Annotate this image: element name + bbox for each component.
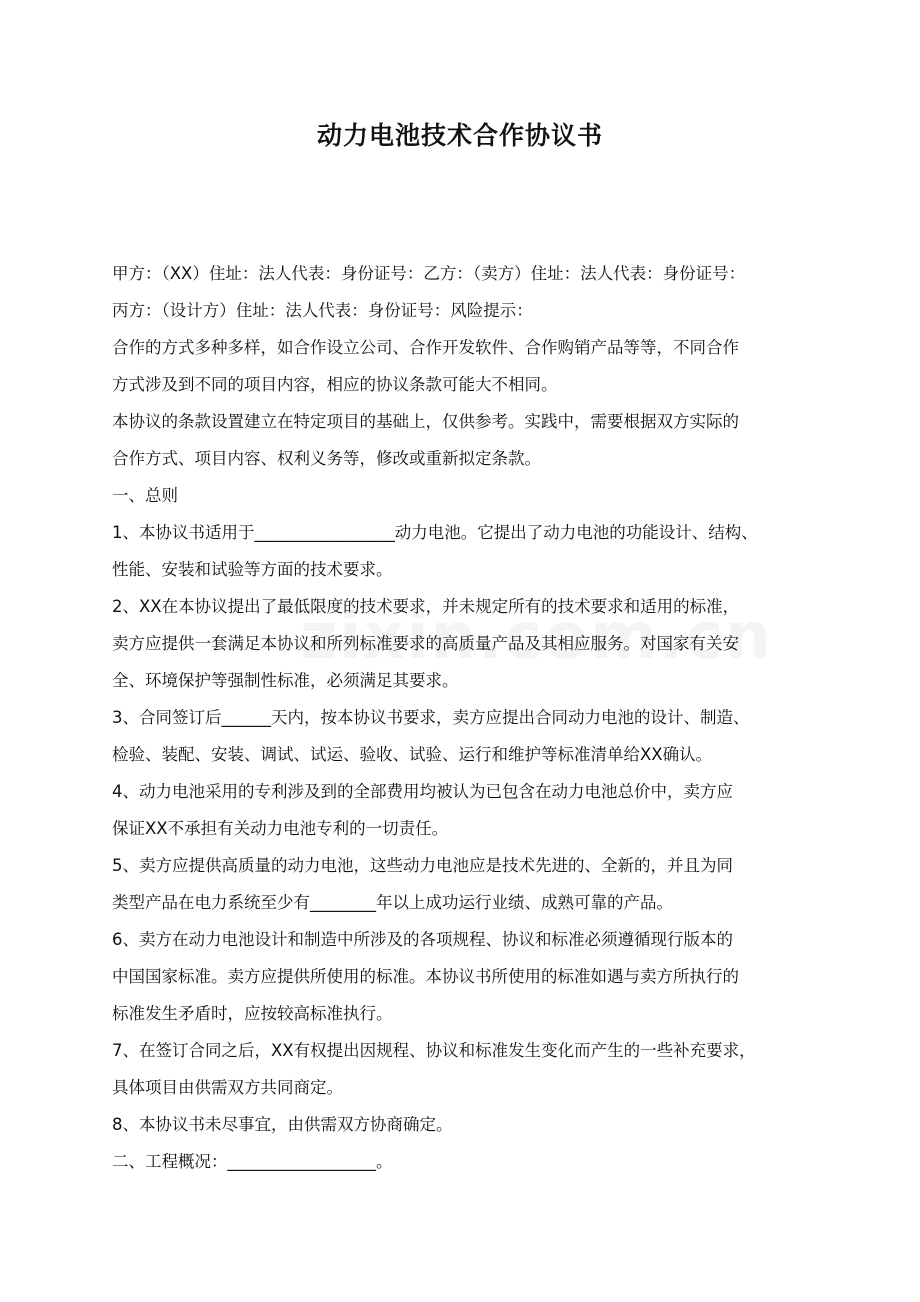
party-line-2: 丙方：（设计方）住址：法人代表：身份证号：风险提示： xyxy=(112,301,533,320)
clause-1-line-2: 性能、安装和试验等方面的技术要求。 xyxy=(112,560,393,579)
clause-8-line-1: 8、本协议书未尽事宜，由供需双方协商确定。 xyxy=(112,1115,453,1134)
clause-6-line-1: 6、卖方在动力电池设计和制造中所涉及的各项规程、协议和标准必须遵循现行版本的 xyxy=(112,930,733,949)
clause-7-line-2: 具体项目由供需双方共同商定。 xyxy=(112,1078,343,1097)
clause-2-line-3: 全、环境保护等强制性标准，必须满足其要求。 xyxy=(112,671,459,690)
clause-6-line-3: 标准发生矛盾时，应按较高标准执行。 xyxy=(112,1004,393,1023)
clause-6-line-2: 中国国家标准。卖方应提供所使用的标准。本协议书所使用的标准如遇与卖方所执行的 xyxy=(112,967,739,986)
clause-7-line-1: 7、在签订合同之后，XX有权提出因规程、协议和标准发生变化而产生的一些补充要求， xyxy=(112,1041,756,1060)
party-line-1: 甲方：（XX）住址：法人代表：身份证号：乙方：（卖方）住址：法人代表：身份证号： xyxy=(112,264,746,283)
risk-paragraph-1-line-2: 方式涉及到不同的项目内容，相应的协议条款可能大不相同。 xyxy=(112,375,558,394)
risk-paragraph-1-line-1: 合作的方式多种多样，如合作设立公司、合作开发软件、合作购销产品等等，不同合作 xyxy=(112,338,739,357)
risk-paragraph-2-line-2: 合作方式、项目内容、权利义务等，修改或重新拟定条款。 xyxy=(112,449,541,468)
clause-2-line-1: 2、XX在本协议提出了最低限度的技术要求，并未规定所有的技术要求和适用的标准， xyxy=(112,597,740,616)
document-body xyxy=(112,255,824,1180)
section-heading-project-overview: 二、工程概况：__________________。 xyxy=(112,1152,393,1171)
clause-4-line-1: 4、动力电池采用的专利涉及到的全部费用均被认为已包含在动力电池总价中，卖方应 xyxy=(112,782,733,801)
clause-1-line-1: 1、本协议书适用于_________________动力电池。它提出了动力电池的功能设计、结构、 xyxy=(112,523,758,542)
clause-3-line-1: 3、合同签订后______天内，按本协议书要求，卖方应提出合同动力电池的设计、制造、 xyxy=(112,708,750,727)
clause-4-line-2: 保证XX不承担有关动力电池专利的一切责任。 xyxy=(112,819,449,838)
clause-5-line-2: 类型产品在电力系统至少有________年以上成功运行业绩、成熟可靠的产品。 xyxy=(112,893,673,912)
clause-5-line-1: 5、卖方应提供高质量的动力电池，这些动力电池应是技术先进的、全新的，并且为同 xyxy=(112,856,733,875)
document-title: 动力电池技术合作协议书 xyxy=(316,121,603,150)
clause-2-line-2: 卖方应提供一套满足本协议和所列标准要求的高质量产品及其相应服务。对国家有关安 xyxy=(112,634,739,653)
clause-3-line-2: 检验、装配、安装、调试、试运、验收、试验、运行和维护等标准清单给XX确认。 xyxy=(112,745,713,764)
section-heading-general: 一、总则 xyxy=(112,486,178,505)
risk-paragraph-2-line-1: 本协议的条款设置建立在特定项目的基础上，仅供参考。实践中，需要根据双方实际的 xyxy=(112,412,739,431)
